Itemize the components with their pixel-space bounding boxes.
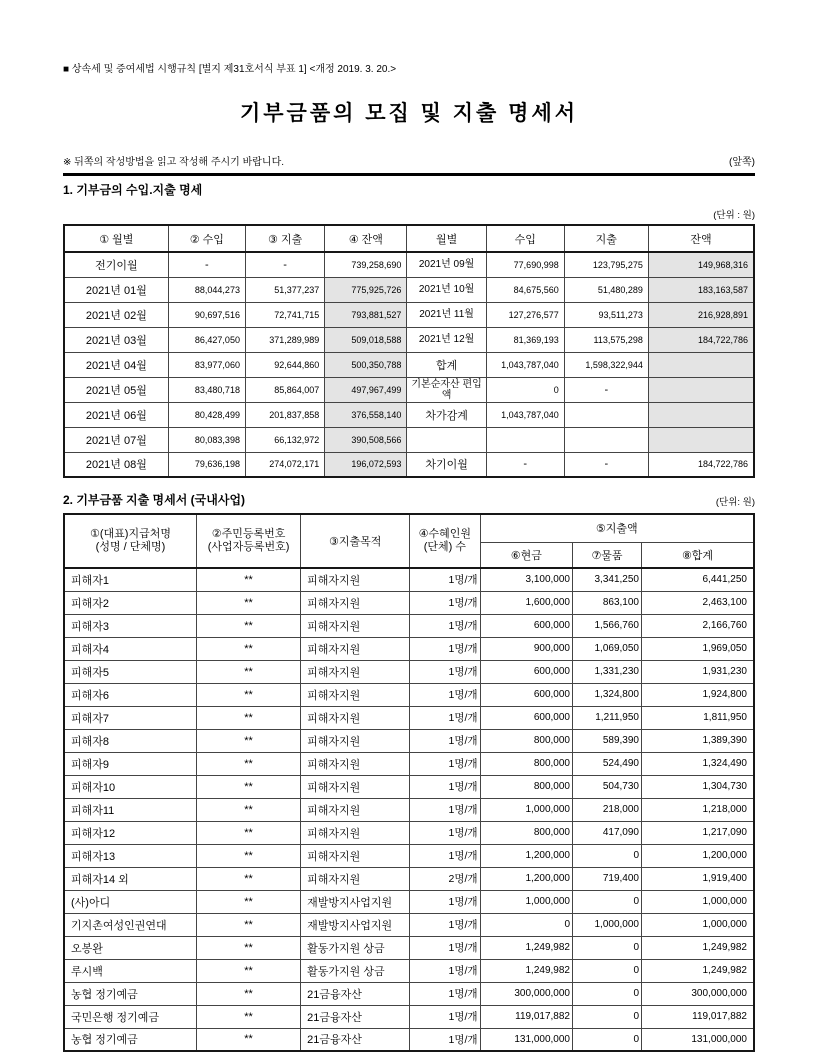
payee-cell: 기지촌여성인권연대 bbox=[64, 913, 196, 936]
total-cell: 1,200,000 bbox=[642, 844, 755, 867]
income-cell: 79,636,198 bbox=[168, 452, 245, 477]
total-cell: 2,166,760 bbox=[642, 614, 755, 637]
goods-cell: 3,341,250 bbox=[573, 568, 642, 591]
balance-cell: 509,018,588 bbox=[325, 327, 407, 352]
header-month: ① 월별 bbox=[64, 225, 168, 252]
balance-cell: 376,558,140 bbox=[325, 402, 407, 427]
beneficiary-count-cell: 1명/개 bbox=[410, 1028, 480, 1051]
cash-cell: 1,600,000 bbox=[480, 591, 572, 614]
cash-cell: 1,000,000 bbox=[480, 798, 572, 821]
purpose-cell: 피해자지원 bbox=[301, 591, 410, 614]
reg-no-cell: ** bbox=[196, 821, 300, 844]
income-cell: 127,276,577 bbox=[486, 302, 564, 327]
month-cell: 2021년 01월 bbox=[64, 277, 168, 302]
month-cell: 2021년 05월 bbox=[64, 377, 168, 402]
balance-cell: 184,722,786 bbox=[648, 452, 754, 477]
payee-cell: (사)아디 bbox=[64, 890, 196, 913]
header-expense-group: ⑤지출액 bbox=[480, 514, 754, 542]
payee-cell: 피해자2 bbox=[64, 591, 196, 614]
expense-detail-row bbox=[64, 844, 754, 867]
total-cell: 6,441,250 bbox=[642, 568, 755, 591]
goods-cell: 417,090 bbox=[573, 821, 642, 844]
page-title: 기부금품의 모집 및 지출 명세서 bbox=[239, 102, 579, 125]
beneficiary-count-cell: 1명/개 bbox=[410, 683, 480, 706]
goods-cell: 504,730 bbox=[573, 775, 642, 798]
expense-detail-row bbox=[64, 890, 754, 913]
header-purpose: ③지출목적 bbox=[301, 514, 410, 568]
expense-detail-row bbox=[64, 982, 754, 1005]
balance-cell: 793,881,527 bbox=[325, 302, 407, 327]
reg-no-cell: ** bbox=[196, 890, 300, 913]
reg-no-cell: ** bbox=[196, 867, 300, 890]
total-cell: 1,218,000 bbox=[642, 798, 755, 821]
header-balance: ④ 잔액 bbox=[325, 225, 407, 252]
income-cell: 0 bbox=[486, 377, 564, 402]
reg-no-cell: ** bbox=[196, 798, 300, 821]
income-cell: 80,428,499 bbox=[168, 402, 245, 427]
payee-cell: 피해자3 bbox=[64, 614, 196, 637]
purpose-cell: 피해자지원 bbox=[301, 775, 410, 798]
goods-cell: 1,069,050 bbox=[573, 637, 642, 660]
reg-no-cell: ** bbox=[196, 1028, 300, 1051]
payee-cell: 피해자14 외 bbox=[64, 867, 196, 890]
beneficiary-count-cell: 1명/개 bbox=[410, 1005, 480, 1028]
goods-cell: 589,390 bbox=[573, 729, 642, 752]
payee-cell: 농협 정기예금 bbox=[64, 1028, 196, 1051]
section1-unit-label: (단위 : 원) bbox=[713, 210, 755, 221]
beneficiary-count-cell: 1명/개 bbox=[410, 775, 480, 798]
expense-cell: 85,864,007 bbox=[245, 377, 324, 402]
goods-cell: 1,324,800 bbox=[573, 683, 642, 706]
goods-cell: 0 bbox=[573, 959, 642, 982]
cash-cell: 900,000 bbox=[480, 637, 572, 660]
beneficiary-count-cell: 1명/개 bbox=[410, 706, 480, 729]
expense-detail-row bbox=[64, 614, 754, 637]
cash-cell: 600,000 bbox=[480, 614, 572, 637]
header-month-2: 월별 bbox=[407, 225, 486, 252]
total-cell: 1,249,982 bbox=[642, 936, 755, 959]
beneficiary-count-cell: 1명/개 bbox=[410, 936, 480, 959]
balance-cell bbox=[648, 402, 754, 427]
reg-no-cell: ** bbox=[196, 1005, 300, 1028]
header-income-2: 수입 bbox=[486, 225, 564, 252]
balance-cell: 216,928,891 bbox=[648, 302, 754, 327]
expense-detail-row bbox=[64, 959, 754, 982]
balance-cell: 500,350,788 bbox=[325, 352, 407, 377]
beneficiary-count-cell: 1명/개 bbox=[410, 729, 480, 752]
header-balance-2: 잔액 bbox=[648, 225, 754, 252]
purpose-cell: 재발방지사업지원 bbox=[301, 890, 410, 913]
header-regno-line2: (사업자등록번호) bbox=[207, 541, 290, 553]
header-income: ② 수입 bbox=[168, 225, 245, 252]
payee-cell: 피해자11 bbox=[64, 798, 196, 821]
month-cell: 합계 bbox=[407, 352, 486, 377]
section2-title-row bbox=[63, 491, 755, 508]
expense-cell: - bbox=[564, 377, 648, 402]
goods-cell: 0 bbox=[573, 936, 642, 959]
reg-no-cell: ** bbox=[196, 844, 300, 867]
instruction-row bbox=[63, 153, 755, 173]
beneficiary-count-cell: 1명/개 bbox=[410, 752, 480, 775]
goods-cell: 1,331,230 bbox=[573, 660, 642, 683]
total-cell: 1,249,982 bbox=[642, 959, 755, 982]
income-cell: 1,043,787,040 bbox=[486, 352, 564, 377]
payee-cell: 국민은행 정기예금 bbox=[64, 1005, 196, 1028]
expense-cell: 51,377,237 bbox=[245, 277, 324, 302]
payee-cell: 루시백 bbox=[64, 959, 196, 982]
total-cell: 1,000,000 bbox=[642, 913, 755, 936]
header-regno-line1: ②주민등록번호 bbox=[211, 528, 286, 541]
income-expense-row bbox=[64, 252, 754, 277]
expense-cell: - bbox=[564, 452, 648, 477]
payee-cell: 피해자1 bbox=[64, 568, 196, 591]
expense-detail-row bbox=[64, 867, 754, 890]
income-expense-row bbox=[64, 452, 754, 477]
purpose-cell: 21금융자산 bbox=[301, 982, 410, 1005]
expense-cell: 274,072,171 bbox=[245, 452, 324, 477]
month-cell: 2021년 02월 bbox=[64, 302, 168, 327]
reg-no-cell: ** bbox=[196, 614, 300, 637]
month-cell: 차기이월 bbox=[407, 452, 486, 477]
goods-cell: 524,490 bbox=[573, 752, 642, 775]
income-expense-row bbox=[64, 377, 754, 402]
purpose-cell: 21금융자산 bbox=[301, 1028, 410, 1051]
expense-detail-row bbox=[64, 683, 754, 706]
payee-cell: 피해자9 bbox=[64, 752, 196, 775]
balance-cell: 497,967,499 bbox=[325, 377, 407, 402]
goods-cell: 863,100 bbox=[573, 591, 642, 614]
purpose-cell: 피해자지원 bbox=[301, 706, 410, 729]
expense-detail-row bbox=[64, 936, 754, 959]
income-cell: 81,369,193 bbox=[486, 327, 564, 352]
income-cell: 84,675,560 bbox=[486, 277, 564, 302]
expense-cell: 201,837,858 bbox=[245, 402, 324, 427]
expense-detail-row bbox=[64, 591, 754, 614]
cash-cell: 800,000 bbox=[480, 729, 572, 752]
purpose-cell: 피해자지원 bbox=[301, 568, 410, 591]
expense-detail-row bbox=[64, 637, 754, 660]
total-cell: 1,919,400 bbox=[642, 867, 755, 890]
month-cell: 2021년 12월 bbox=[407, 327, 486, 352]
income-expense-row bbox=[64, 352, 754, 377]
beneficiary-count-cell: 1명/개 bbox=[410, 591, 480, 614]
header-beneficiary-line1: ④수혜인원 bbox=[418, 528, 472, 541]
reg-no-cell: ** bbox=[196, 913, 300, 936]
income-cell: 83,480,718 bbox=[168, 377, 245, 402]
balance-cell: 739,258,690 bbox=[325, 252, 407, 277]
total-cell: 1,324,490 bbox=[642, 752, 755, 775]
expense-detail-row bbox=[64, 913, 754, 936]
balance-cell: 775,925,726 bbox=[325, 277, 407, 302]
goods-cell: 218,000 bbox=[573, 798, 642, 821]
payee-cell: 피해자10 bbox=[64, 775, 196, 798]
purpose-cell: 피해자지원 bbox=[301, 660, 410, 683]
cash-cell: 800,000 bbox=[480, 752, 572, 775]
income-cell: 77,690,998 bbox=[486, 252, 564, 277]
expense-detail-row bbox=[64, 1005, 754, 1028]
expense-detail-row bbox=[64, 729, 754, 752]
cash-cell: 1,200,000 bbox=[480, 844, 572, 867]
purpose-cell: 21금융자산 bbox=[301, 1005, 410, 1028]
reg-no-cell: ** bbox=[196, 775, 300, 798]
total-cell: 1,389,390 bbox=[642, 729, 755, 752]
total-cell: 1,000,000 bbox=[642, 890, 755, 913]
beneficiary-count-cell: 1명/개 bbox=[410, 913, 480, 936]
cash-cell: 0 bbox=[480, 913, 572, 936]
payee-cell: 피해자5 bbox=[64, 660, 196, 683]
beneficiary-count-cell: 2명/개 bbox=[410, 867, 480, 890]
expense-cell: 113,575,298 bbox=[564, 327, 648, 352]
reg-no-cell: ** bbox=[196, 729, 300, 752]
payee-cell: 농협 정기예금 bbox=[64, 982, 196, 1005]
section2-unit-label: (단위: 원) bbox=[715, 497, 755, 508]
balance-cell bbox=[648, 377, 754, 402]
beneficiary-count-cell: 1명/개 bbox=[410, 890, 480, 913]
payee-cell: 피해자12 bbox=[64, 821, 196, 844]
purpose-cell: 피해자지원 bbox=[301, 844, 410, 867]
income-cell: - bbox=[486, 452, 564, 477]
header-cash: ⑥현금 bbox=[480, 542, 572, 568]
header-beneficiary-line2: (단체) 수 bbox=[423, 541, 466, 553]
section2-title: 2. 기부금품 지출 명세서 (국내사업) bbox=[63, 493, 246, 507]
expense-detail-row bbox=[64, 775, 754, 798]
total-cell: 2,463,100 bbox=[642, 591, 755, 614]
cash-cell: 1,249,982 bbox=[480, 936, 572, 959]
horizontal-rule bbox=[63, 173, 755, 176]
table1-header-row bbox=[64, 225, 754, 252]
purpose-cell: 피해자지원 bbox=[301, 867, 410, 890]
header-payee-line2: (성명 / 단체명) bbox=[95, 541, 166, 553]
income-cell: 83,977,060 bbox=[168, 352, 245, 377]
cash-cell: 800,000 bbox=[480, 821, 572, 844]
balance-cell bbox=[648, 427, 754, 452]
income-cell: 1,043,787,040 bbox=[486, 402, 564, 427]
header-expense: ③ 지출 bbox=[245, 225, 324, 252]
balance-cell bbox=[648, 352, 754, 377]
month-cell bbox=[407, 427, 486, 452]
header-payee bbox=[64, 514, 196, 568]
header-total: ⑧합계 bbox=[642, 542, 755, 568]
income-cell: 86,427,050 bbox=[168, 327, 245, 352]
cash-cell: 1,000,000 bbox=[480, 890, 572, 913]
page-side-label: (앞쪽) bbox=[729, 157, 755, 168]
table2-header-row-1 bbox=[64, 514, 754, 542]
expense-detail-row bbox=[64, 1028, 754, 1051]
reg-no-cell: ** bbox=[196, 568, 300, 591]
month-cell: 2021년 08월 bbox=[64, 452, 168, 477]
expense-cell bbox=[564, 427, 648, 452]
goods-cell: 0 bbox=[573, 890, 642, 913]
expense-detail-row bbox=[64, 660, 754, 683]
purpose-cell: 피해자지원 bbox=[301, 614, 410, 637]
payee-cell: 피해자6 bbox=[64, 683, 196, 706]
payee-cell: 피해자13 bbox=[64, 844, 196, 867]
income-expense-row bbox=[64, 402, 754, 427]
purpose-cell: 피해자지원 bbox=[301, 821, 410, 844]
goods-cell: 0 bbox=[573, 982, 642, 1005]
header-reg-no bbox=[196, 514, 300, 568]
beneficiary-count-cell: 1명/개 bbox=[410, 660, 480, 683]
income-cell: - bbox=[168, 252, 245, 277]
income-cell bbox=[486, 427, 564, 452]
expense-cell: - bbox=[245, 252, 324, 277]
goods-cell: 1,211,950 bbox=[573, 706, 642, 729]
beneficiary-count-cell: 1명/개 bbox=[410, 637, 480, 660]
month-cell: 2021년 04월 bbox=[64, 352, 168, 377]
income-cell: 90,697,516 bbox=[168, 302, 245, 327]
income-expense-table bbox=[63, 224, 755, 478]
header-goods: ⑦물품 bbox=[573, 542, 642, 568]
income-expense-row bbox=[64, 327, 754, 352]
total-cell: 1,924,800 bbox=[642, 683, 755, 706]
cash-cell: 1,200,000 bbox=[480, 867, 572, 890]
header-expense-2: 지출 bbox=[564, 225, 648, 252]
balance-cell: 183,163,587 bbox=[648, 277, 754, 302]
reg-no-cell: ** bbox=[196, 752, 300, 775]
balance-cell: 196,072,593 bbox=[325, 452, 407, 477]
purpose-cell: 활동가지원 상금 bbox=[301, 959, 410, 982]
goods-cell: 0 bbox=[573, 844, 642, 867]
beneficiary-count-cell: 1명/개 bbox=[410, 614, 480, 637]
cash-cell: 3,100,000 bbox=[480, 568, 572, 591]
expense-detail-row bbox=[64, 821, 754, 844]
expense-cell: 66,132,972 bbox=[245, 427, 324, 452]
total-cell: 1,931,230 bbox=[642, 660, 755, 683]
purpose-cell: 재발방지사업지원 bbox=[301, 913, 410, 936]
reg-no-cell: ** bbox=[196, 591, 300, 614]
expense-cell: 93,511,273 bbox=[564, 302, 648, 327]
income-expense-row bbox=[64, 302, 754, 327]
expense-detail-row bbox=[64, 706, 754, 729]
income-cell: 88,044,273 bbox=[168, 277, 245, 302]
purpose-cell: 활동가지원 상금 bbox=[301, 936, 410, 959]
month-cell: 전기이월 bbox=[64, 252, 168, 277]
month-cell: 2021년 06월 bbox=[64, 402, 168, 427]
cash-cell: 119,017,882 bbox=[480, 1005, 572, 1028]
total-cell: 300,000,000 bbox=[642, 982, 755, 1005]
purpose-cell: 피해자지원 bbox=[301, 798, 410, 821]
month-cell: 기본순자산 편입액 bbox=[407, 377, 486, 402]
expense-detail-row bbox=[64, 798, 754, 821]
beneficiary-count-cell: 1명/개 bbox=[410, 821, 480, 844]
expense-detail-row bbox=[64, 568, 754, 591]
month-cell: 2021년 11월 bbox=[407, 302, 486, 327]
expense-detail-row bbox=[64, 752, 754, 775]
expense-cell: 72,741,715 bbox=[245, 302, 324, 327]
payee-cell: 피해자8 bbox=[64, 729, 196, 752]
beneficiary-count-cell: 1명/개 bbox=[410, 959, 480, 982]
beneficiary-count-cell: 1명/개 bbox=[410, 798, 480, 821]
purpose-cell: 피해자지원 bbox=[301, 729, 410, 752]
total-cell: 119,017,882 bbox=[642, 1005, 755, 1028]
reg-no-cell: ** bbox=[196, 982, 300, 1005]
expense-cell: 92,644,860 bbox=[245, 352, 324, 377]
beneficiary-count-cell: 1명/개 bbox=[410, 844, 480, 867]
cash-cell: 600,000 bbox=[480, 683, 572, 706]
expense-cell: 51,480,289 bbox=[564, 277, 648, 302]
month-cell: 2021년 10월 bbox=[407, 277, 486, 302]
cash-cell: 600,000 bbox=[480, 660, 572, 683]
total-cell: 1,304,730 bbox=[642, 775, 755, 798]
purpose-cell: 피해자지원 bbox=[301, 637, 410, 660]
income-expense-row bbox=[64, 277, 754, 302]
goods-cell: 1,566,760 bbox=[573, 614, 642, 637]
header-payee-line1: ①(대표)지급처명 bbox=[90, 528, 171, 541]
payee-cell: 피해자7 bbox=[64, 706, 196, 729]
reg-no-cell: ** bbox=[196, 683, 300, 706]
donation-expense-detail-table bbox=[63, 513, 755, 1052]
reg-no-cell: ** bbox=[196, 637, 300, 660]
total-cell: 131,000,000 bbox=[642, 1028, 755, 1051]
section1-title: 1. 기부금의 수입.지출 명세 bbox=[63, 183, 203, 197]
month-cell: 차가감계 bbox=[407, 402, 486, 427]
month-cell: 2021년 03월 bbox=[64, 327, 168, 352]
goods-cell: 0 bbox=[573, 1005, 642, 1028]
cash-cell: 131,000,000 bbox=[480, 1028, 572, 1051]
total-cell: 1,969,050 bbox=[642, 637, 755, 660]
total-cell: 1,217,090 bbox=[642, 821, 755, 844]
goods-cell: 719,400 bbox=[573, 867, 642, 890]
cash-cell: 600,000 bbox=[480, 706, 572, 729]
cash-cell: 300,000,000 bbox=[480, 982, 572, 1005]
reg-no-cell: ** bbox=[196, 660, 300, 683]
header-beneficiary-count bbox=[410, 514, 480, 568]
form-reference-line: ■ 상속세 및 증여세법 시행규칙 [별지 제31호서식 부표 1] <개정 2019. 3. 20.> bbox=[63, 64, 397, 75]
month-cell: 2021년 09월 bbox=[407, 252, 486, 277]
balance-cell: 149,968,316 bbox=[648, 252, 754, 277]
beneficiary-count-cell: 1명/개 bbox=[410, 568, 480, 591]
total-cell: 1,811,950 bbox=[642, 706, 755, 729]
goods-cell: 0 bbox=[573, 1028, 642, 1051]
expense-cell: 371,289,989 bbox=[245, 327, 324, 352]
expense-cell bbox=[564, 402, 648, 427]
cash-cell: 1,249,982 bbox=[480, 959, 572, 982]
month-cell: 2021년 07월 bbox=[64, 427, 168, 452]
payee-cell: 오봉완 bbox=[64, 936, 196, 959]
cash-cell: 800,000 bbox=[480, 775, 572, 798]
expense-cell: 1,598,322,944 bbox=[564, 352, 648, 377]
reg-no-cell: ** bbox=[196, 706, 300, 729]
reg-no-cell: ** bbox=[196, 936, 300, 959]
reg-no-cell: ** bbox=[196, 959, 300, 982]
instruction-note: ※ 뒤쪽의 작성방법을 읽고 작성해 주시기 바랍니다. bbox=[63, 157, 285, 168]
balance-cell: 390,508,566 bbox=[325, 427, 407, 452]
income-expense-row bbox=[64, 427, 754, 452]
payee-cell: 피해자4 bbox=[64, 637, 196, 660]
beneficiary-count-cell: 1명/개 bbox=[410, 982, 480, 1005]
expense-cell: 123,795,275 bbox=[564, 252, 648, 277]
purpose-cell: 피해자지원 bbox=[301, 683, 410, 706]
income-cell: 80,083,398 bbox=[168, 427, 245, 452]
goods-cell: 1,000,000 bbox=[573, 913, 642, 936]
balance-cell: 184,722,786 bbox=[648, 327, 754, 352]
purpose-cell: 피해자지원 bbox=[301, 752, 410, 775]
